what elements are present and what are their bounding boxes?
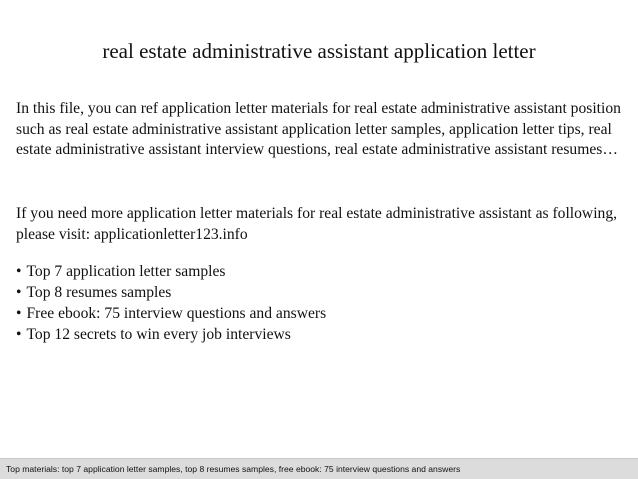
bullet-icon: • — [16, 263, 22, 280]
list-item — [16, 261, 628, 282]
bullet-icon: • — [16, 305, 22, 322]
resource-list — [16, 261, 628, 345]
list-item-text: Top 8 resumes samples — [26, 284, 172, 301]
list-item — [16, 324, 628, 345]
list-item-text: Top 7 application letter samples — [26, 263, 226, 280]
list-item — [16, 303, 628, 324]
page-title: real estate administrative assistant application letter — [102, 39, 536, 63]
footer-bar: Top materials: top 7 application letter samples, top 8 resumes samples, free ebook: 75 interview questions and answers — [0, 458, 638, 479]
visit-paragraph: If you need more application letter materials for real estate administrative assistant as following, please visit: applicationletter123.info — [16, 205, 618, 243]
bullet-icon: • — [16, 326, 22, 343]
list-item-text: Top 12 secrets to win every job interviews — [26, 326, 291, 343]
bullet-icon: • — [16, 284, 22, 301]
list-item-text: Free ebook: 75 interview questions and answers — [26, 305, 327, 322]
list-item — [16, 282, 628, 303]
intro-paragraph: In this file, you can ref application letter materials for real estate administrative assistant position such as real estate administrative assistant application letter samples, application letter tips, real estate administrative assistant interview questions, real estate administrative assistant resumes… — [16, 100, 621, 158]
